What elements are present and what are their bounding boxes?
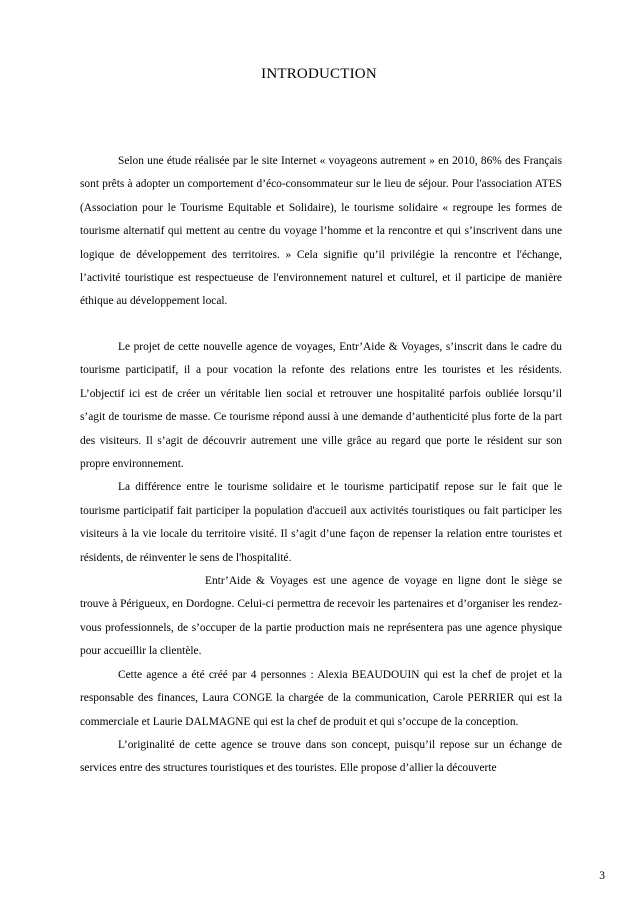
- paragraph-1: Selon une étude réalisée par le site Internet « voyageons autrement » en 2010, 86% des Français sont prêts à adopter un comportement d’éco-consommateur sur le lieu de séjour. Pour l'association ATES (Association pour le Tourisme Equitable et Solidaire), le tourisme solidaire « regroupe les formes de tourisme alternatif qui mettent au centre du voyage l’homme et la rencontre et qui s’inscrivent dans une logique de développement des territoires. » Cela signifie qu’il privilégie la rencontre et l'échange, l’activité touristique est respectueuse de l'environnement naturel et culturel, et il participe de manière éthique au développement local.: [80, 155, 562, 308]
- paragraph-4: Entr’Aide & Voyages est une agence de voyage en ligne dont le siège se trouve à Périgueux, en Dordogne. Celui-ci permettra de recevoir les partenaires et d’organiser les rendez-vous professionnels, de s’occuper de la partie production mais ne représentera pas une agence physique pour accueillir la clientèle.: [80, 575, 562, 658]
- paragraph-2: Le projet de cette nouvelle agence de voyages, Entr’Aide & Voyages, s’inscrit dans le cadre du tourisme participatif, il a pour vocation la refonte des relations entre les touristes et les résidents. L’objectif ici est de créer un véritable lien social et retrouver une hospitalité parfois oubliée lorsqu’il s’agit de tourisme de masse. Ce tourisme répond aussi à une demande d’authenticité plus forte de la part des visiteurs. Il s’agit de découvrir autrement une ville grâce au regard que porte le résident sur son propre environnement.: [80, 341, 562, 471]
- page-title: INTRODUCTION: [261, 66, 377, 82]
- body-block-2: [80, 336, 562, 781]
- paragraph-6: L’originalité de cette agence se trouve dans son concept, puisqu’il repose sur un échange de services entre des structures touristiques et des touristes. Elle propose d’allier la découverte: [80, 738, 562, 775]
- paragraph-5: Cette agence a été créé par 4 personnes : Alexia BEAUDOUIN qui est la chef de projet et la responsable des finances, Laura CONGE la chargée de la communication, Carole PERRIER qui est la commerciale et Laurie DALMAGNE qui est la chef de produit et qui s’occupe de la conception.: [80, 668, 562, 728]
- page-number: 3: [599, 870, 605, 882]
- body-block-1: [80, 150, 562, 314]
- paragraph-3: La différence entre le tourisme solidaire et le tourisme participatif repose sur le fait que le tourisme participatif fait participer la population d'accueil aux activités touristiques ou fait participer les visiteurs à la vie locale du territoire visité. Il s’agit d’une façon de repenser la relation entre touristes et résidents, de réinventer le sens de l'hospitalité.: [80, 481, 562, 564]
